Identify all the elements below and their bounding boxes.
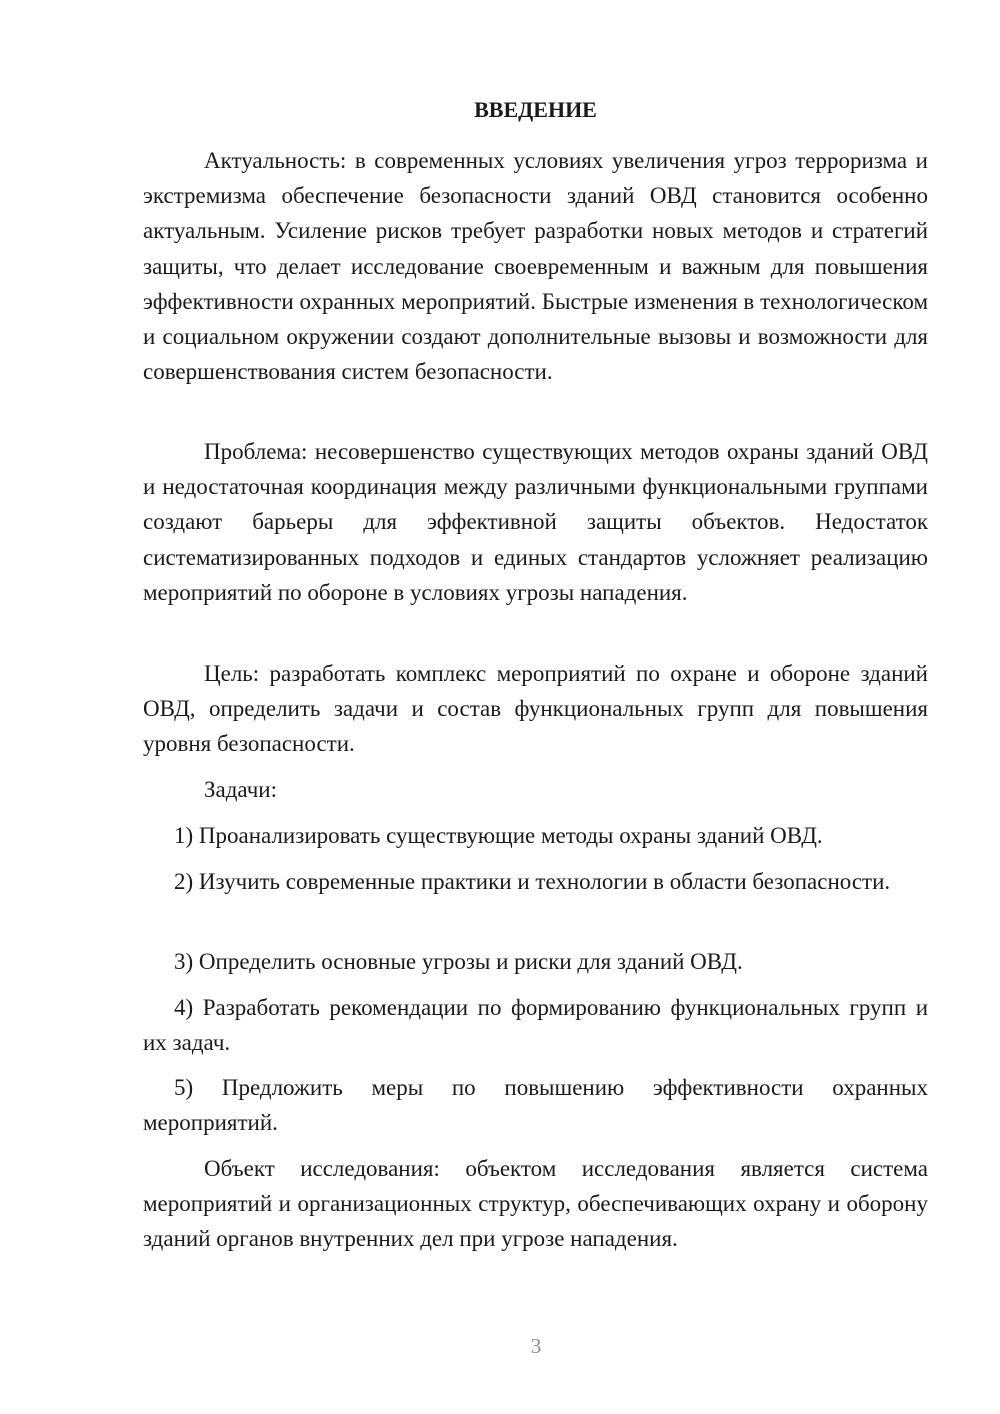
section-title: ВВЕДЕНИЕ <box>474 97 597 122</box>
paragraph-object: Объект исследования: объектом исследования является система мероприятий и организационных структур, обеспечивающих охрану и оборону зданий органов внутренних дел при угрозе нападения. <box>143 1156 928 1252</box>
task-item-1: 1) Проанализировать существующие методы охраны зданий ОВД. <box>174 823 823 848</box>
task-item-2: 2) Изучить современные практики и технологии в области безопасности. <box>174 869 891 894</box>
task-item-3: 3) Определить основные угрозы и риски для зданий ОВД. <box>174 949 743 974</box>
task-item-4: 4) Разработать рекомендации по формированию функциональных групп и их задач. <box>143 995 928 1056</box>
page-number: 3 <box>530 1334 542 1358</box>
paragraph-goal: Цель: разработать комплекс мероприятий по охране и обороне зданий ОВД, определить задачи и состав функциональных групп для повышения уровня безопасности. <box>143 661 928 757</box>
task-item-5: 5) Предложить меры по повышению эффективности охранных мероприятий. <box>143 1075 928 1136</box>
paragraph-relevance: Актуальность: в современных условиях увеличения угроз терроризма и экстремизма обеспечение безопасности зданий ОВД становится особенно актуальным. Усиление рисков требует разработки новых методов и стратегий защиты, что делает исследование своевременным и важным для повышения эффективности охранных мероприятий. Быстрые изменения в технологическом и социальном окружении создают дополнительные вызовы и возможности для совершенствования систем безопасности. <box>143 148 928 385</box>
tasks-heading: Задачи: <box>204 777 277 802</box>
paragraph-problem: Проблема: несовершенство существующих методов охраны зданий ОВД и недостаточная координация между различными функциональными группами создают барьеры для эффективной защиты объектов. Недостаток систематизированных подходов и единых стандартов усложняет реализацию мероприятий по обороне в условиях угрозы нападения. <box>143 439 928 605</box>
